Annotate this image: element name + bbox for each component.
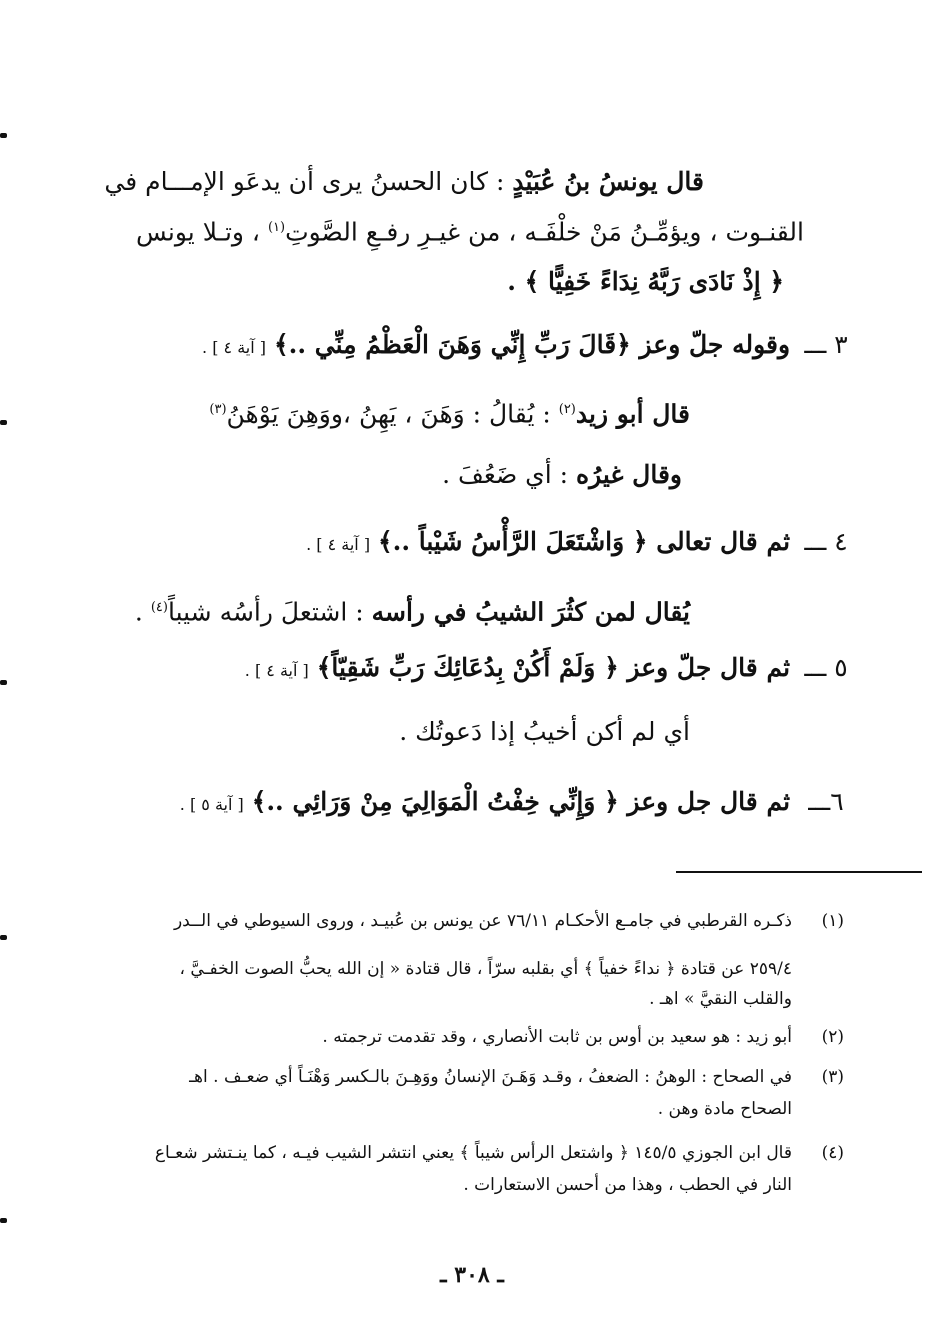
body-text: : أي ضَعُفَ . — [442, 460, 576, 489]
body-line — [130, 390, 690, 430]
speaker: قال يونسُ بنُ عُبَيْدٍ — [512, 167, 704, 196]
body-line — [90, 588, 690, 628]
body-text: : كان الحسنُ يرى أن يدعَو الإمـــام في — [104, 167, 513, 196]
page-number: ـ ٣٠٨ ـ — [440, 1262, 504, 1288]
footnote-ref: (١) — [267, 220, 286, 235]
item-number: ٥ ـــ — [804, 653, 848, 682]
verse-ref: [ آية ٥ ] . — [179, 795, 244, 814]
item-number: ٤ ـــ — [804, 527, 848, 556]
body-text: . — [134, 597, 151, 627]
footnote-line: النار في الحطب ، وهذا من أحسن الاستعارات . — [463, 1175, 792, 1195]
footnote-line: الصحاح مادة وهن . — [657, 1099, 792, 1119]
margin-mark — [0, 1218, 7, 1223]
footnote-ref: (٢) — [558, 402, 576, 417]
body-text: : اشتعلَ رأسُه شيباً — [167, 597, 372, 627]
item-number: ٦ـــ — [808, 787, 844, 816]
footnote-line: قال ابن الجوزي ١٤٥/٥ ﴿ واشتعل الرأس شيباً ﴾ يعني انتشر الشيب فيـه ، كما ينـتشر شعـاع — [154, 1143, 792, 1163]
item-text: وقوله جلّ وعز ﴿قَالَ رَبِّ إِنِّي وَهَنَ الْعَظْمُ مِنِّي ..﴾ — [273, 330, 791, 359]
item-3 — [94, 325, 854, 365]
item-6 — [94, 782, 854, 822]
body-line — [104, 162, 704, 202]
body-line — [290, 712, 690, 752]
speaker: قال أبو زيد — [575, 399, 690, 429]
footnote-line: في الصحاح : الوهنُ : الضعفُ ، وقـد وَهَـنَ الإنسانُ ووَهِـنَ بالـكسر وَهْنَـاً أي ضعـف . اهـ — [189, 1067, 792, 1087]
item-text: ثم قال جلّ وعز ﴿ وَلَمْ أَكُنْ بِدُعَائِكَ رَبِّ شَقِيّاً﴾ — [316, 653, 791, 682]
item-4 — [94, 522, 854, 562]
footnote-number: (٣) — [821, 1067, 844, 1087]
margin-mark — [0, 133, 7, 138]
footnote-line: أبو زيد : هو سعيد بن أوس بن ثابت الأنصاري ، وقد تقدمت ترجمته . — [322, 1027, 792, 1047]
footnote-line: ذكـره القرطبي في جامـع الأحكـام ٧٦/١١ عن يونس بن عُبيـد ، وروى السيوطي في الــدر — [173, 911, 792, 931]
body-line — [282, 455, 682, 495]
footnote-separator — [676, 871, 922, 873]
footnote-ref: (٣) — [209, 402, 227, 417]
body-line — [104, 208, 804, 248]
margin-mark — [0, 935, 7, 940]
verse-ref: [ آية ٤ ] . — [202, 338, 267, 357]
verse-text: ﴿ إِذْ نَادَى رَبَّهُ نِدَاءً خَفِيًّا ﴾ . — [507, 267, 784, 296]
footnote-line: والقلب النقيَّ » اهـ . — [649, 989, 792, 1009]
body-text: ، وتـلا يونس — [136, 217, 268, 247]
speaker: وقال غيرُه — [575, 460, 682, 489]
item-text: ثم قال جل وعز ﴿ وَإِنِّي خِفْتُ الْمَوَالِيَ مِنْ وَرَائِي ..﴾ — [251, 787, 791, 816]
item-text: ثم قال تعالى ﴿ وَاشْتَعَلَ الرَّأْسُ شَيْباً ..﴾ — [378, 527, 791, 556]
body-text: القنـوت ، ويؤمِّـنُ مَنْ خلْفَـه ، من غيـرِ رفـعِ الصَّوتِ — [285, 217, 804, 247]
margin-mark — [0, 680, 7, 685]
body-bold: يُقال لمن كثُرَ الشيبُ في رأسه — [371, 597, 690, 627]
verse-ref: [ آية ٤ ] . — [244, 661, 309, 680]
footnote-number: (١) — [821, 911, 844, 931]
footnote-ref: (٤) — [150, 600, 168, 615]
body-text: : يُقالُ : وَهَنَ ، يَهِنُ ،ووَهِنَ يَوْهَنُ — [226, 399, 559, 429]
item-number: ٣ ـــ — [804, 330, 848, 359]
margin-mark — [0, 420, 7, 425]
footnote-line: ٢٥٩/٤ عن قتادة ﴿ نداءً خفياً ﴾ أي بقلبه سرّاً ، قال قتادة « إن الله يحبُّ الصوت الخفـيَّ ، — [179, 959, 792, 979]
verse-ref: [ آية ٤ ] . — [306, 535, 371, 554]
footnote-number: (٢) — [821, 1027, 844, 1047]
body-text: أي لم أكن أخيبُ إذا دَعوتُك . — [399, 717, 690, 746]
footnote-number: (٤) — [821, 1143, 844, 1163]
item-5 — [94, 648, 854, 688]
quran-verse — [384, 262, 784, 302]
